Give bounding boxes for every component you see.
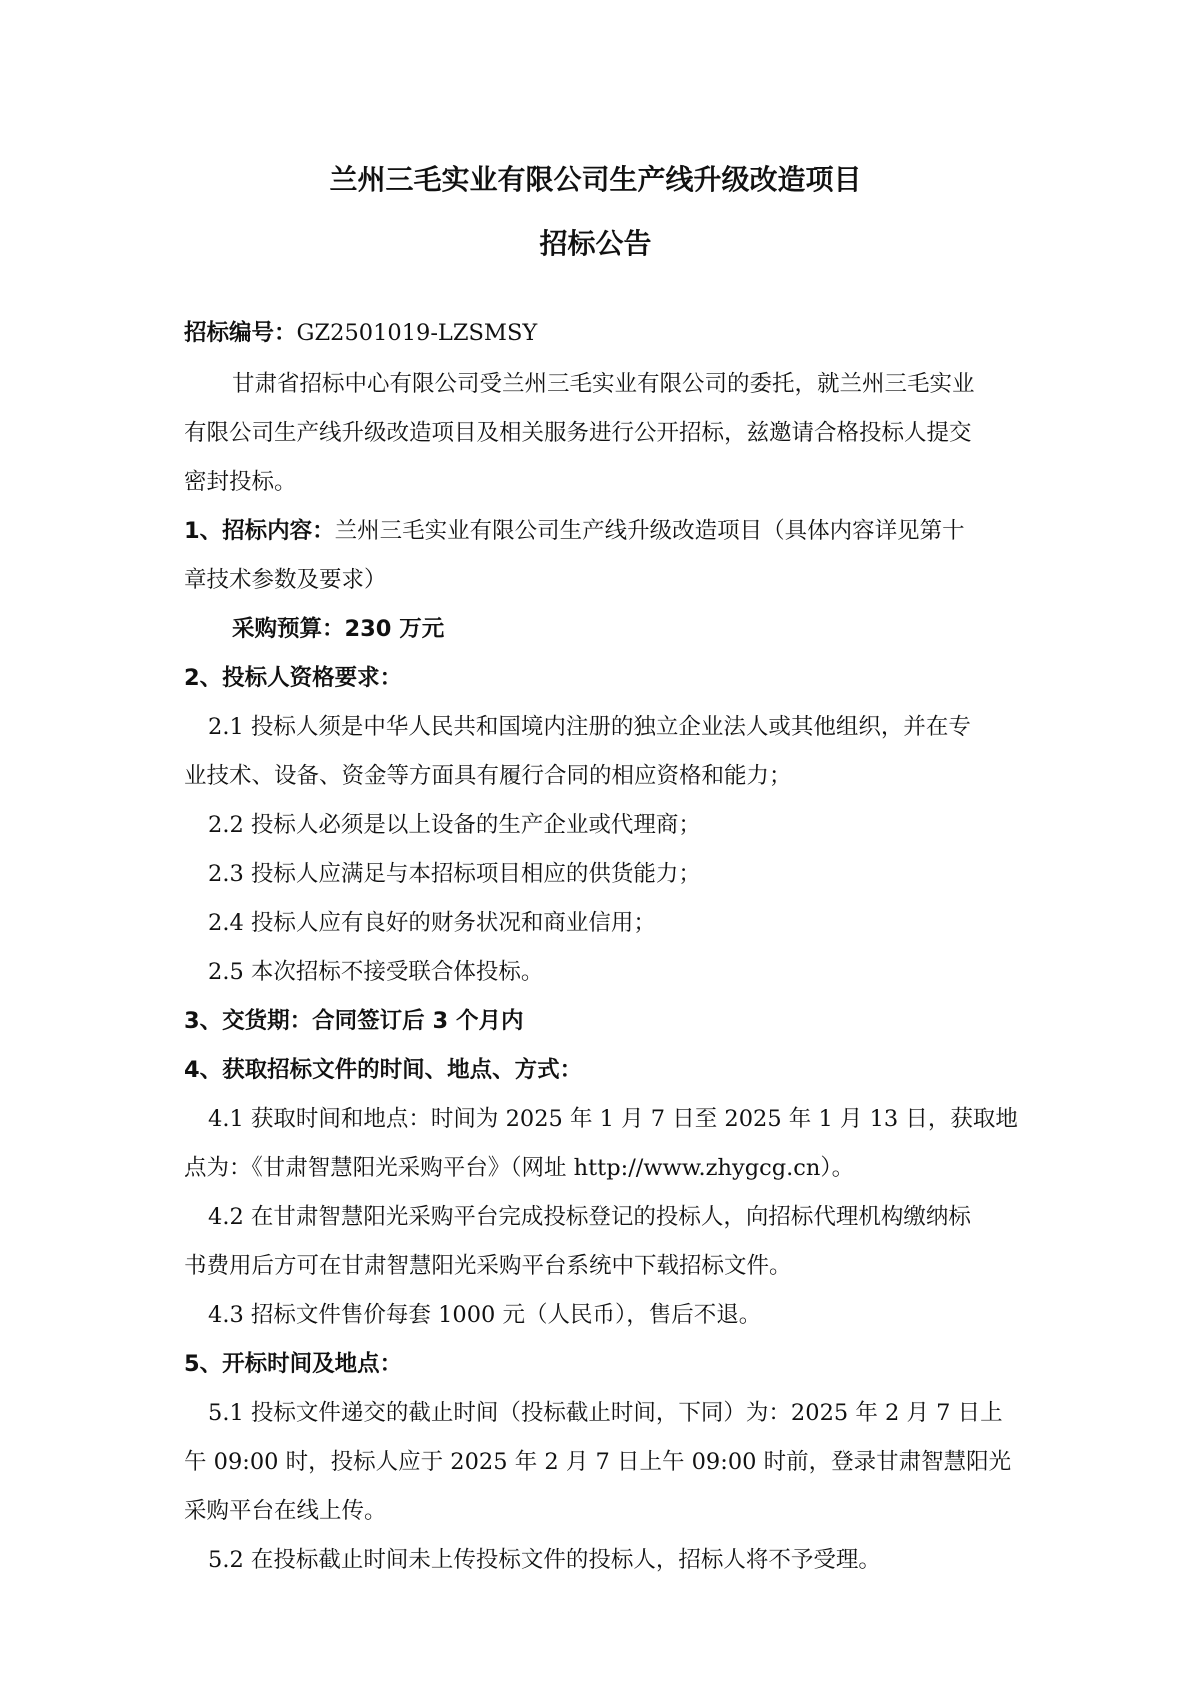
qualification-item: 2.2 投标人必须是以上设备的生产企业或代理商； bbox=[208, 812, 701, 838]
intro-line: 甘肃省招标中心有限公司受兰州三毛实业有限公司的委托，就兰州三毛实业 bbox=[232, 371, 975, 397]
document-acquisition-item: 书费用后方可在甘肃智慧阳光采购平台系统中下载招标文件。 bbox=[184, 1253, 792, 1279]
bid-opening-item: 采购平台在线上传。 bbox=[184, 1498, 387, 1524]
bid-opening-item: 5.1 投标文件递交的截止时间（投标截止时间，下同）为：2025 年 2 月 7 日上 bbox=[208, 1400, 1003, 1426]
bid-opening-item: 5.2 在投标截止时间未上传投标文件的投标人，招标人将不予受理。 bbox=[208, 1547, 881, 1573]
section-1-heading: 1、招标内容： bbox=[184, 518, 335, 544]
bid-number-value: GZ2501019-LZSMSY bbox=[296, 320, 538, 346]
procurement-budget: 采购预算：230 万元 bbox=[232, 616, 445, 642]
qualification-item: 2.5 本次招标不接受联合体投标。 bbox=[208, 959, 544, 985]
document-acquisition-item: 4.1 获取时间和地点：时间为 2025 年 1 月 7 日至 2025 年 1 月 13 日，获取地 bbox=[208, 1106, 1018, 1132]
section-1-text: 兰州三毛实业有限公司生产线升级改造项目（具体内容详见第十 bbox=[334, 518, 965, 544]
section-5-heading: 5、开标时间及地点： bbox=[184, 1351, 403, 1377]
document-acquisition-item: 4.3 招标文件售价每套 1000 元（人民币），售后不退。 bbox=[208, 1302, 762, 1328]
section-3-heading: 3、交货期：合同签订后 3 个月内 bbox=[184, 1008, 524, 1034]
document-subtitle: 招标公告 bbox=[539, 227, 652, 260]
section-1-text-continued: 章技术参数及要求） bbox=[184, 567, 387, 593]
qualification-item: 2.1 投标人须是中华人民共和国境内注册的独立企业法人或其他组织，并在专 bbox=[208, 714, 971, 740]
document-acquisition-item: 点为：《甘肃智慧阳光采购平台》（网址 http://www.zhygcg.cn）。 bbox=[184, 1155, 855, 1181]
document-title: 兰州三毛实业有限公司生产线升级改造项目 bbox=[329, 163, 862, 196]
bid-number-label: 招标编号： bbox=[184, 320, 297, 346]
qualification-item: 业技术、设备、资金等方面具有履行合同的相应资格和能力； bbox=[184, 763, 792, 789]
bid-opening-item: 午 09:00 时，投标人应于 2025 年 2 月 7 日上午 09:00 时前，登录甘肃智慧阳光 bbox=[184, 1449, 1012, 1475]
document-acquisition-item: 4.2 在甘肃智慧阳光采购平台完成投标登记的投标人，向招标代理机构缴纳标 bbox=[208, 1204, 971, 1230]
bid-number bbox=[184, 318, 537, 348]
intro-line: 密封投标。 bbox=[184, 469, 297, 495]
qualification-item: 2.3 投标人应满足与本招标项目相应的供货能力； bbox=[208, 861, 701, 887]
section-1-line bbox=[184, 516, 965, 546]
intro-line: 有限公司生产线升级改造项目及相关服务进行公开招标，兹邀请合格投标人提交 bbox=[184, 420, 972, 446]
qualification-item: 2.4 投标人应有良好的财务状况和商业信用； bbox=[208, 910, 656, 936]
section-2-heading: 2、投标人资格要求： bbox=[184, 665, 403, 691]
section-4-heading: 4、获取招标文件的时间、地点、方式： bbox=[184, 1057, 583, 1083]
